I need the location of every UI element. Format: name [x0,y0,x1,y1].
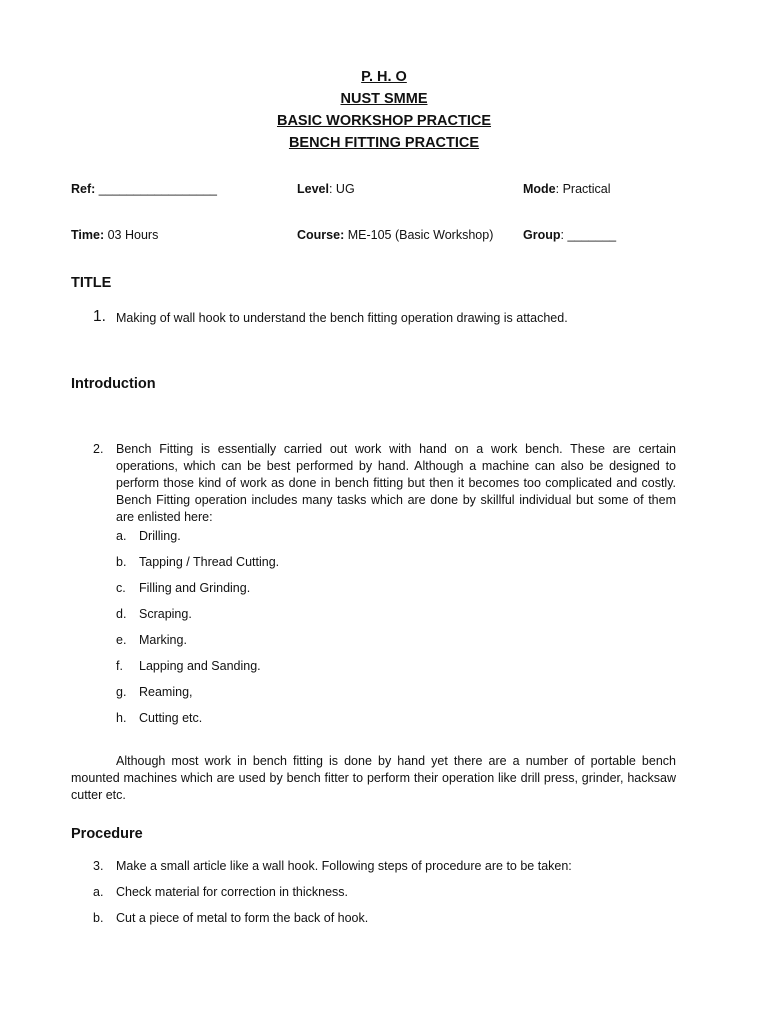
procedure-heading: Procedure [71,826,143,842]
title-heading: TITLE [71,275,112,291]
meta-ref [71,181,217,198]
title-item-number: 1. [93,308,106,325]
header-pho: P. H. O [361,69,407,85]
meta-level [297,181,355,198]
document-header [0,66,768,154]
meta-row-1 [71,181,691,199]
introduction-heading: Introduction [71,376,156,392]
meta-time [71,227,158,244]
group-value: : _______ [560,228,617,242]
group-label: Group [523,228,561,242]
meta-row-2 [71,227,691,245]
procedure-item: a. Check material for correction in thickness. [93,885,349,899]
level-value: : UG [328,182,355,196]
course-value: ME-105 (Basic Workshop) [344,228,494,242]
meta-mode [523,181,611,198]
procedure-item: 3. Make a small article like a wall hook. Following steps of procedure are to be taken: [93,859,572,873]
ref-label: Ref: [71,182,96,196]
title-item-text: Making of wall hook to understand the bench fitting operation drawing is attached. [116,311,568,325]
course-label: Course: [297,228,345,242]
header-course-title: BASIC WORKSHOP PRACTICE [276,113,492,129]
ref-value: _________________ [95,182,217,196]
meta-group [523,227,616,244]
mode-value: : Practical [555,182,611,196]
introduction-item-number: 2. [93,442,104,456]
mode-label: Mode [523,182,556,196]
header-institution: NUST SMME [340,91,428,107]
level-label: Level [297,182,329,196]
document-page: P. H. O NUST SMME BASIC WORKSHOP PRACTICE BENCH FITTING PRACTICE Ref: _________________ Level: UG Mode: Practical Time: 03 Hours Course: ME-105 (Basic Workshop) Group: _______ TITLE 1. Making of wall hook to understand the bench fitting operation drawing is attached. Introduction 2. Bench Fitting is essentially carried out work with hand on a work bench. These are certain operations, which can be best performed by hand. Although a machine can also be designed to perform those kind of work as done in bench fitting but then it becomes too complicated and costly. Bench Fitting operation includes many tasks which are done by skillful individual but some of them are enlisted here: a. Drilling. b. Tapping / Thread Cutting. c. Filling and Grinding. d. Scraping. e. Marking. f. Lapping and Sanding. g. Reaming, h. Cutting etc. Although most work in bench fitting is done by hand yet there are a number of portable bench mounted machines which are used by bench fitter to perform their operation like drill press, grinder, hacksaw cutter etc. Procedure 3. Make a small article like a wall hook. Following steps of procedure are to be taken: a. Check material for correction in thickness. b. Cut a piece of metal to form the back of hook. [0,0,768,1024]
header-practice-title: BENCH FITTING PRACTICE [288,135,480,151]
introduction-item [71,441,676,527]
bench-machines-paragraph: Although most work in bench fitting is done by hand yet there are a number of portable bench mounted machines which are used by bench fitter to perform their operation like drill press, grinder, hacksaw cutter etc. [71,754,676,802]
time-label: Time: [71,228,105,242]
introduction-item-text: Bench Fitting is essentially carried out work with hand on a work bench. These are certain operations, which can be best performed by hand. Although a machine can also be designed to perform those kind of work as done in bench fitting but then it becomes too complicated and costly. Bench Fitting operation includes many tasks which are done by skillful individual but some of them are enlisted here: [116,442,676,524]
time-value: 03 Hours [104,228,159,242]
meta-course [297,227,493,244]
procedure-item: b. Cut a piece of metal to form the back of hook. [93,911,369,925]
title-item [71,310,676,328]
